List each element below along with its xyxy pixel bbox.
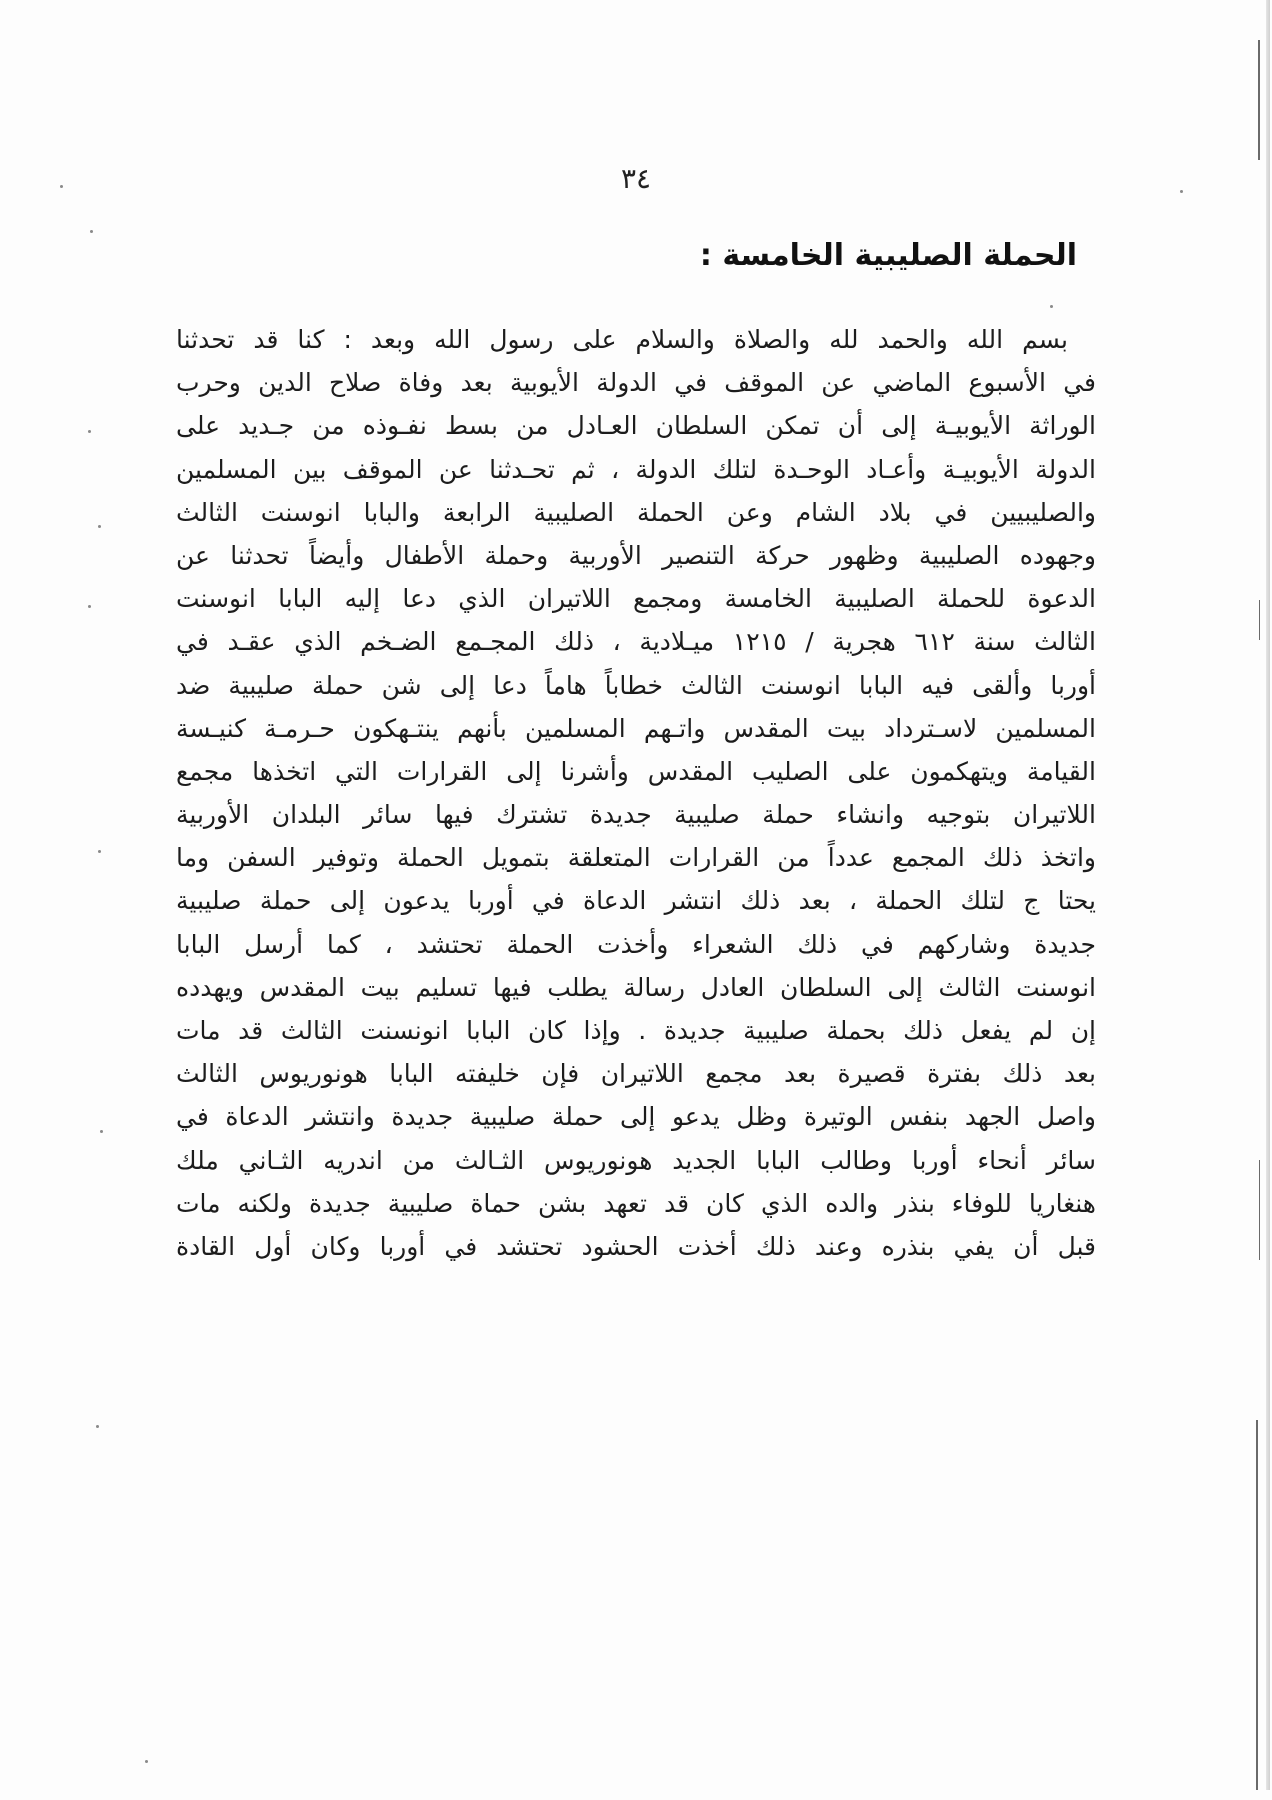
text-line: قبل أن يفي بنذره وعند ذلك أخذت الحشود تحتشد في أوربا وكان أول القادة xyxy=(176,1231,1096,1261)
text-line: الوراثة الأيوبيـة إلى أن تمكن السلطان العـادل من بسط نفـوذه من جـديد على xyxy=(176,411,1096,441)
text-line: إن لم يفعل ذلك بحملة صليبية جديدة . وإذا كان البابا انونسنت الثالث قد مات xyxy=(176,1016,1096,1045)
scan-speck xyxy=(90,230,93,233)
text-line: القيامة ويتهكمون على الصليب المقدس وأشرنا إلى القرارات التي اتخذها مجمع xyxy=(176,756,1096,786)
text-line: بعد ذلك بفترة قصيرة بعد مجمع اللاتيران فإن خليفته البابا هونوريوس الثالث xyxy=(176,1059,1096,1089)
text-line: واصل الجهد بنفس الوتيرة وظل يدعو إلى حملة صليبية جديدة وانتشر الدعاة في xyxy=(176,1102,1096,1132)
text-line: بسم الله والحمد لله والصلاة والسلام على رسول الله وبعد : كنا قد تحدثنا xyxy=(176,325,1068,354)
text-line: الدعوة للحملة الصليبية الخامسة ومجمع اللاتيران الذي دعا إليه البابا انوسنت xyxy=(176,584,1096,614)
scan-speck xyxy=(1050,305,1053,308)
text-line: المسلمين لاسـترداد بيت المقدس واتـهم المسلمين بأنهم ينتـهكون حـرمـة كنيـسة xyxy=(176,713,1096,743)
scan-artifact xyxy=(1259,1160,1260,1260)
section-heading: الحملة الصليبية الخامسة : xyxy=(699,238,1077,273)
scan-artifact xyxy=(1258,40,1260,160)
text-line: والصليبيين في بلاد الشام وعن الحملة الصليبية الرابعة والبابا انوسنت الثالث xyxy=(176,497,1096,527)
scan-speck xyxy=(98,525,101,528)
scan-edge-shadow xyxy=(1266,0,1270,1790)
text-line: انوسنت الثالث إلى السلطان العادل رسالة يطلب فيها تسليم بيت المقدس ويهدده xyxy=(176,972,1096,1002)
scan-speck xyxy=(96,1425,99,1428)
scan-speck xyxy=(100,1130,103,1133)
scan-artifact xyxy=(1256,1420,1258,1790)
page-number: ٣٤ xyxy=(620,162,652,195)
text-line: أوربا وألقى فيه البابا انوسنت الثالث خطاباً هاماً دعا إلى شن حملة صليبية ضد xyxy=(176,670,1096,700)
text-line: واتخذ ذلك المجمع عدداً من القرارات المتعلقة بتمويل الحملة وتوفير السفن وما xyxy=(176,843,1096,873)
text-line: يحتا ج لتلك الحملة ، بعد ذلك انتشر الدعاة في أوربا يدعون إلى حملة صليبية xyxy=(176,886,1096,916)
text-line: الدولة الأيوبيـة وأعـاد الوحـدة لتلك الدولة ، ثم تحـدثنا عن الموقف بين المسلمين xyxy=(176,454,1096,484)
text-line: جديدة وشاركهم في ذلك الشعراء وأخذت الحملة تحتشد ، كما أرسل البابا xyxy=(176,929,1096,959)
text-line: الثالث سنة ٦١٢ هجرية / ١٢١٥ ميـلادية ، ذلك المجـمع الضـخم الذي عقـد في xyxy=(176,627,1096,657)
text-line: هنغاريا للوفاء بنذر والده الذي كان قد تعهد بشن حماة صليبية جديدة ولكنه مات xyxy=(176,1188,1096,1218)
text-line: وجهوده الصليبية وظهور حركة التنصير الأوربية وحملة الأطفال وأيضاً تحدثنا عن xyxy=(176,540,1096,570)
text-line: في الأسبوع الماضي عن الموقف في الدولة الأيوبية بعد وفاة صلاح الدين وحرب xyxy=(176,368,1096,398)
body-text xyxy=(176,318,1096,1268)
scan-speck xyxy=(145,1760,148,1763)
scan-speck xyxy=(88,430,91,433)
scan-speck xyxy=(98,850,101,853)
text-line: سائر أنحاء أوربا وطالب البابا الجديد هونوريوس الثـالث من اندريه الثـاني ملك xyxy=(176,1145,1096,1175)
scan-artifact xyxy=(1259,600,1260,640)
scan-speck xyxy=(88,605,91,608)
text-line: اللاتيران بتوجيه وانشاء حملة صليبية جديدة تشترك فيها سائر البلدان الأوربية xyxy=(176,800,1096,830)
